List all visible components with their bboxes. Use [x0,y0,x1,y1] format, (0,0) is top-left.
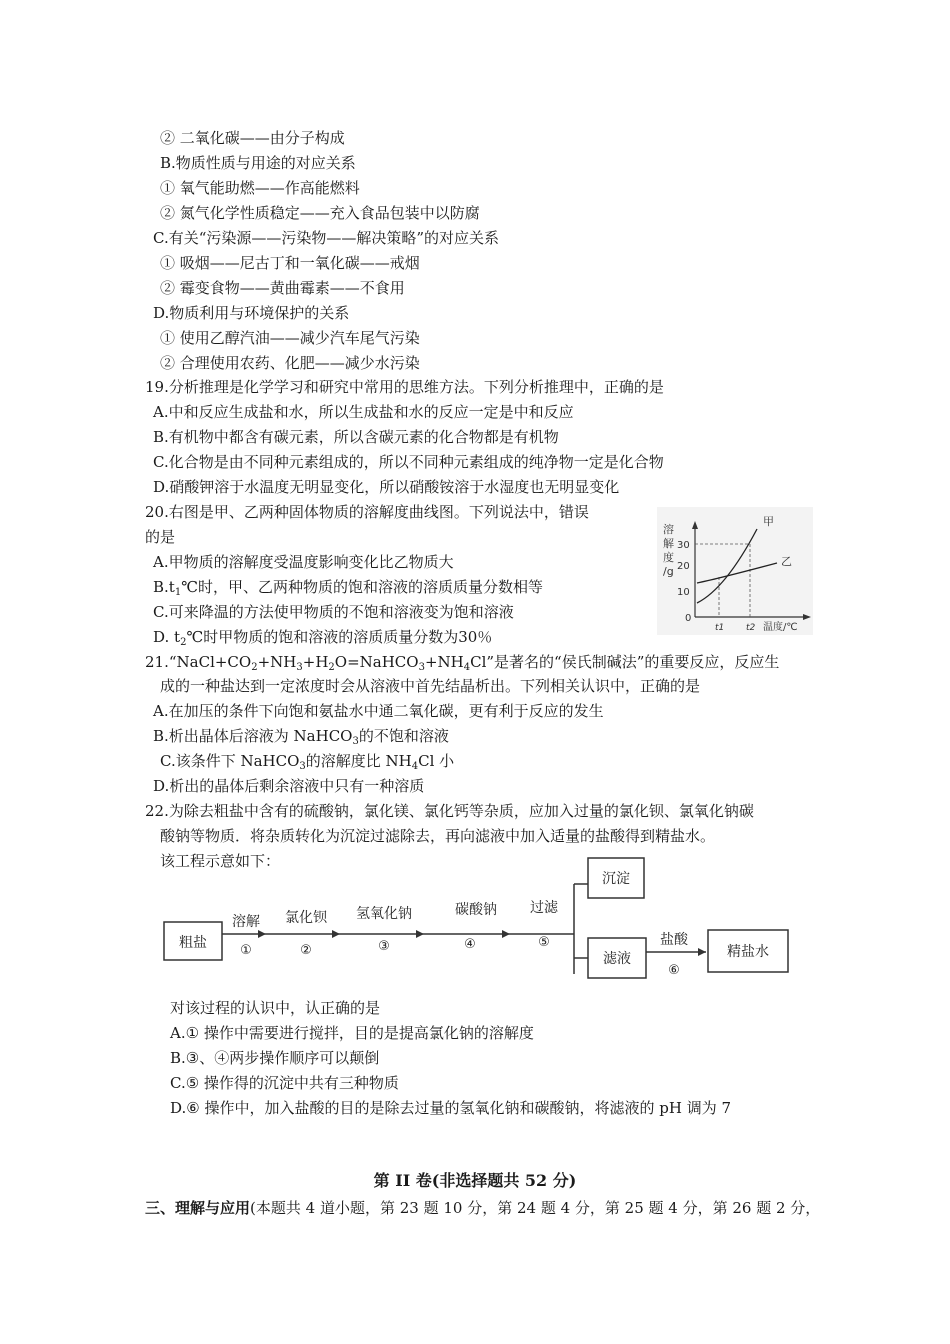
option-b2: ② 氮气化学性质稳定——充入食品包装中以防腐 [160,204,480,222]
y-label-4: /g [663,565,674,578]
x-axis-label: 温度/℃ [763,622,798,633]
section-3-heading: 三、理解与应用(本题共 4 道小题，第 23 题 10 分，第 24 题 4 分，第 25 题 4 分，第 26 题 2 分， [145,1199,821,1217]
step-4-num: ④ [464,937,476,952]
box-filtrate-label: 滤液 [603,951,631,967]
q19-option-a: A.中和反应生成盐和水，所以生成盐和水的反应一定是中和反应 [153,403,574,421]
option-c1: ① 吸烟——尼古丁和一氧化碳——戒烟 [160,254,420,272]
box-crude-salt-label: 粗盐 [179,935,207,951]
option-c2: ② 霉变食物——黄曲霉素——不食用 [160,279,405,297]
q22-option-d: D.⑥ 操作中，加入盐酸的目的是除去过量的氢氧化钠和碳酸钠，将滤液的 pH 调为 7 [170,1099,732,1117]
acid-label: 盐酸 [660,932,688,948]
y-tick-20: 20 [677,561,690,572]
option-b: B.物质性质与用途的对应关系 [160,154,356,172]
q20-option-d: D. $t_2℃$时甲物质的饱和溶液的溶质质量分数为30％ [153,628,493,648]
box-precipitate-label: 沉淀 [602,871,630,887]
q19-option-d: D.硝酸钾溶于水温度无明显变化，所以硝酸铵溶于水湿度也无明显变化 [153,478,620,496]
y-tick-30: 30 [677,540,690,551]
question-22: 22.为除去粗盐中含有的硫酸钠，氯化镁、氯化钙等杂质，应加入过量的氯化钡、氯氧化钠碳 [145,802,754,820]
q21-option-c: C.该条件下 NaHCO$_3$的溶解度比 $NH_4Cl$ 小 [160,752,455,772]
x-tick-t2: t2 [746,623,756,633]
question-22-flow-intro: 该工程示意如下： [160,852,281,870]
arrow-head-4 [502,930,510,938]
step-5-label: 过滤 [530,900,558,916]
question-21-cont: 成的一种盐达到一定浓度时会从溶液中首先结晶析出。下列相关认识中，正确的是 [160,677,701,695]
question-19: 19.分析推理是化学学习和研究中常用的思维方法。下列分析推理中，正确的是 [145,378,664,396]
question-22-cont: 酸钠等物质．将杂质转化为沉淀过滤除去，再向滤液中加入适量的盐酸得到精盐水。 [160,827,716,845]
step-3-num: ③ [378,939,390,954]
step-2-label: 氯化钡 [285,910,327,926]
q22-option-b: B.③、④两步操作顺序可以颠倒 [170,1049,380,1067]
question-21: $21.“NaCl+CO_2+NH_3+H_2O=NaHCO_3+NH_4Cl$”是著名的“侯氏制碱法”的重要反应，反应生 [145,653,780,673]
option-b1: ① 氧气能助燃——作高能燃料 [160,179,360,197]
question-20: 20.右图是甲、乙两种固体物质的溶解度曲线图。下列说法中，错误 [145,503,589,521]
section-title: 第 II 卷(非选择题共 52 分) [373,1171,577,1190]
option-d: D.物质利用与环境保护的关系 [153,304,350,322]
q19-option-b: B.有机物中都含有碳元素，所以含碳元素的化合物都是有机物 [153,428,559,446]
y-tick-0: 0 [685,613,692,624]
arrow-head-3 [416,930,424,938]
x-tick-t1: t1 [715,623,725,633]
q22-option-c: C.⑤ 操作得的沉淀中共有三种物质 [170,1074,399,1092]
q20-option-a: A.甲物质的溶解度受温度影响变化比乙物质大 [153,553,454,571]
q19-option-c: C.化合物是由不同种元素组成的，所以不同种元素组成的纯净物一定是化合物 [153,453,664,471]
curve-yi-label: 乙 [781,555,792,568]
step-5-num: ⑤ [538,935,550,950]
q22-option-a: A.① 操作中需要进行搅拌，目的是提高氯化钠的溶解度 [170,1024,534,1042]
q20-option-b: $B.t_1℃$时，甲、乙两种物质的饱和溶液的溶质质量分数相等 [153,578,543,598]
q21-option-b: B.析出晶体后溶液为 NaHCO$_3$的不饱和溶液 [153,727,449,747]
step-1-label: 溶解 [232,914,260,930]
y-label-3: 度 [663,551,674,564]
q21-option-d: D.析出的晶体后剩余溶液中只有一种溶质 [153,777,425,795]
curve-jia-label: 甲 [763,515,774,528]
arrow-head-2 [332,930,340,938]
box-refined-brine-label: 精盐水 [727,944,769,960]
acid-arrow-head [698,948,706,956]
q21-option-a: A.在加压的条件下向饱和氨盐水中通二氧化碳，更有利于反应的发生 [153,702,604,720]
question-20-cont: 的是 [145,528,176,546]
step-4-label: 碳酸钠 [455,902,497,918]
q22-prompt: 对该过程的认识中，认正确的是 [170,999,381,1017]
acid-num: ⑥ [668,963,680,978]
option-d1: ① 使用乙醇汽油——减少汽车尾气污染 [160,329,420,347]
solubility-graph [657,507,813,635]
y-label-2: 解 [663,537,674,550]
option-a2: ② 二氧化碳——由分子构成 [160,129,345,147]
step-2-num: ② [300,943,312,958]
q20-option-c: C.可来降温的方法使甲物质的不饱和溶液变为饱和溶液 [153,603,514,621]
arrow-head-1 [258,930,266,938]
option-c: C.有关“污染源——污染物——解决策略”的对应关系 [153,229,500,247]
step-3-label: 氢氧化钠 [356,906,412,922]
process-flow-diagram [158,852,794,984]
step-1-num: ① [240,943,252,958]
y-tick-10: 10 [677,587,690,598]
y-label-1: 溶 [663,523,674,536]
option-d2: ② 合理使用农药、化肥——减少水污染 [160,354,420,372]
